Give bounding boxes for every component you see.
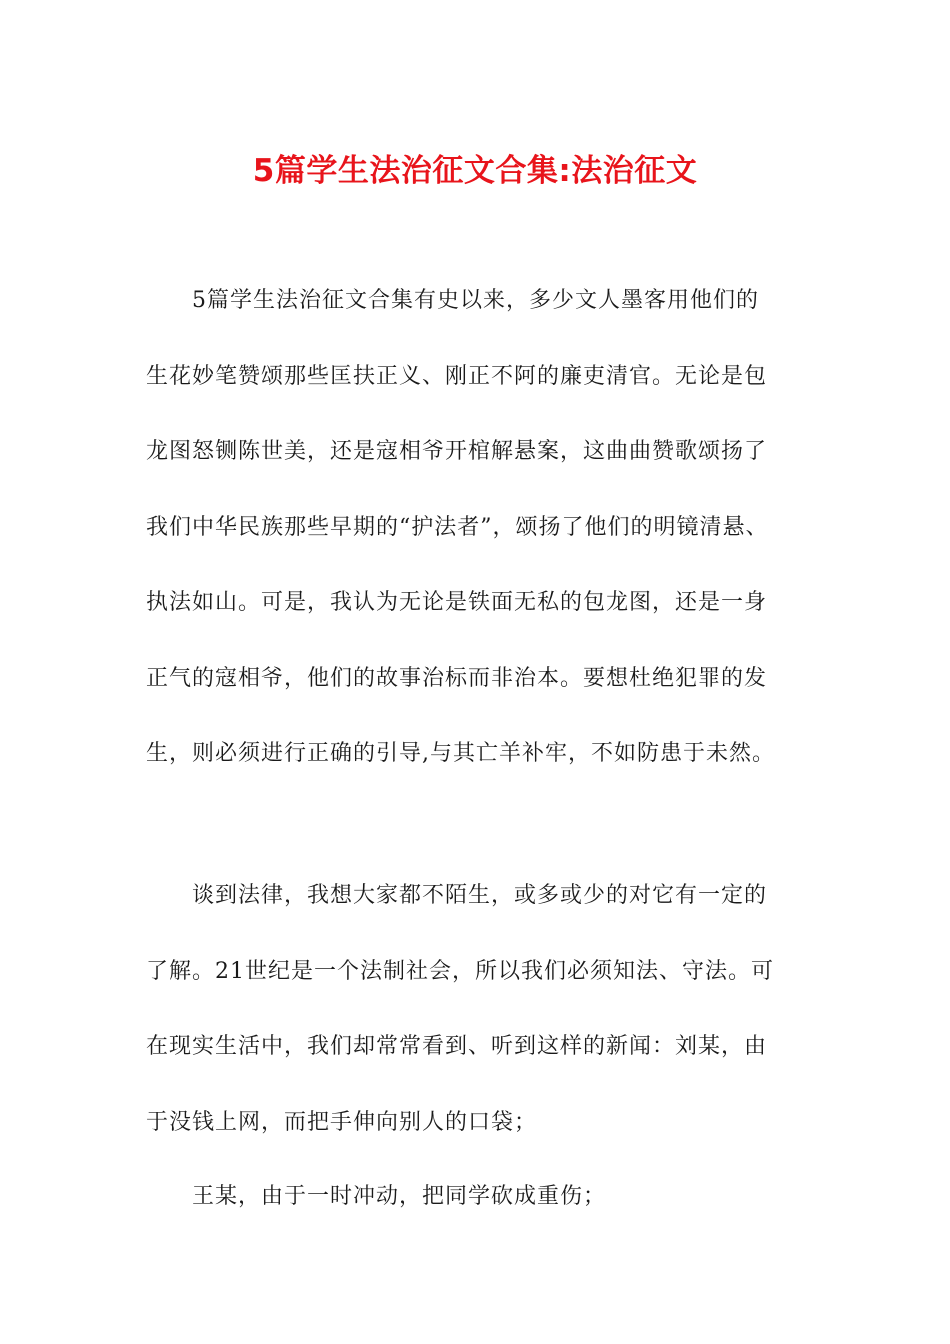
paragraph-3: [146, 1159, 810, 1235]
paragraph-line: 于没钱上网，而把手伸向别人的口袋；: [146, 1109, 538, 1135]
paragraph-line: 我们中华民族那些早期的“护法者”，颂扬了他们的明镜清悬、: [146, 514, 769, 540]
paragraph-line: 生，则必须进行正确的引导,与其亡羊补牢，不如防患于未然。: [146, 741, 775, 766]
paragraph-line: 正气的寇相爷，他们的故事治标而非治本。要想杜绝犯罪的发: [146, 665, 768, 691]
paragraph-line: 生花妙笔赞颂那些匡扶正义、刚正不阿的廉吏清官。无论是包: [146, 363, 768, 389]
paragraph-1: [146, 263, 810, 792]
paragraph-2: [146, 858, 810, 1160]
paragraph-line: 龙图怒铡陈世美，还是寇相爷开棺解悬案，这曲曲赞歌颂扬了: [146, 439, 768, 464]
paragraph-line: 谈到法律，我想大家都不陌生，或多或少的对它有一定的: [192, 883, 768, 908]
paragraph-line: 王某，由于一时冲动，把同学砍成重伤；: [192, 1184, 607, 1209]
paragraph-line: 执法如山。可是，我认为无论是铁面无私的包龙图，还是一身: [146, 590, 768, 615]
paragraph-line: 5篇学生法治征文合集有史以来，多少文人墨客用他们的: [192, 288, 759, 313]
document-title: 5篇学生法治征文合集:法治征文: [252, 153, 698, 189]
paragraph-line: 了解。21世纪是一个法制社会，所以我们必须知法、守法。可: [146, 958, 774, 984]
paragraph-line: 在现实生活中，我们却常常看到、听到这样的新闻：刘某，由: [146, 1034, 768, 1059]
